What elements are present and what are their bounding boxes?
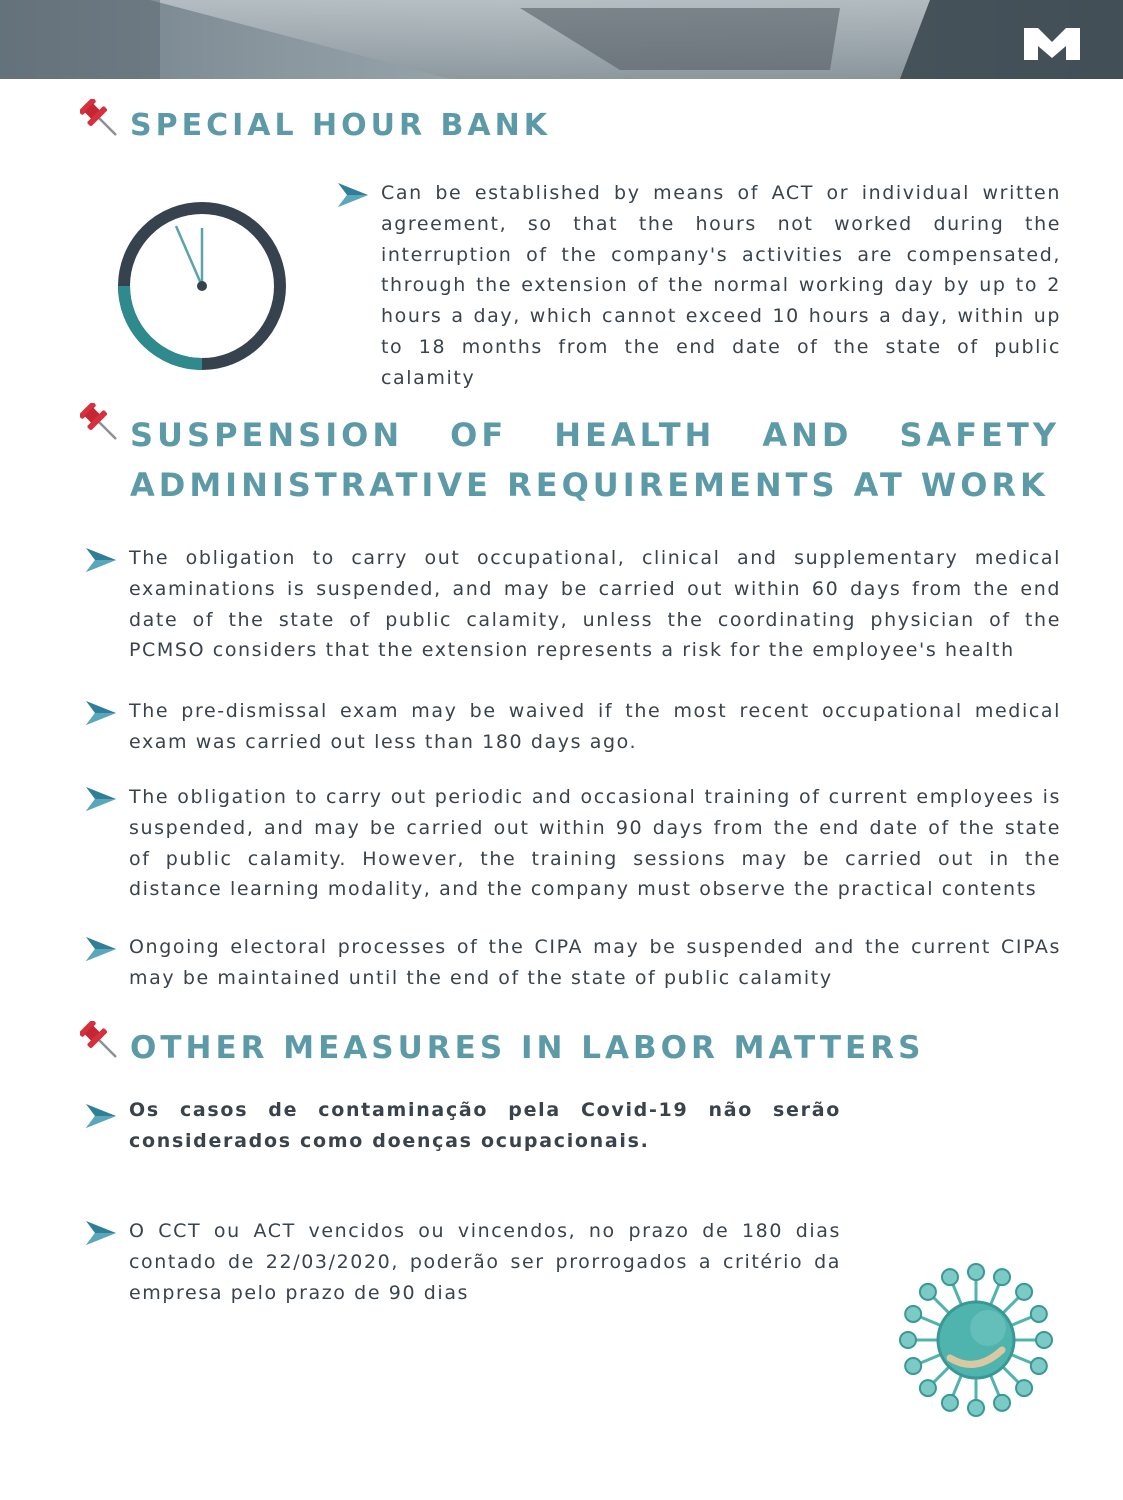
clock-icon (112, 196, 292, 376)
arrow-bullet-icon (86, 1103, 116, 1129)
virus-spike-tip (1016, 1380, 1032, 1396)
virus-spike-tip (968, 1264, 984, 1280)
heading-line-2: ADMINISTRATIVE REQUIREMENTS AT WORK (130, 466, 1049, 504)
arrow-bullet-icon (86, 786, 116, 812)
virus-spike-tip (905, 1358, 921, 1374)
pushpin-icon (80, 99, 118, 137)
virus-spike-tip (994, 1395, 1010, 1411)
heading-line-1: SUSPENSION OF HEALTH AND SAFETY (130, 416, 1060, 454)
virus-spike-tip (900, 1332, 916, 1348)
hour-bank-paragraph: Can be established by means of ACT or individual written agreement, so that the hours not worked during the interruption of the company's activities are compensated, through the extension of the normal working day by up to 2 hours a day, which cannot exceed 10 hours a day, within up to 18 months from the end date of the state of public calamity (381, 182, 1061, 389)
arrow-bullet-icon (86, 547, 116, 573)
virus-spike-tip (1036, 1332, 1052, 1348)
section-heading-hour-bank: SPECIAL HOUR BANK (130, 108, 551, 143)
virus-spike-tip (920, 1284, 936, 1300)
health-item-1: The obligation to carry out occupational, clinical and supplementary medical examinations is suspended, and may be carried out within 60 days from the end date of the state of public calamity, unless the coordinating physician of the PCMSO considers that the extension represents a risk for the employee's health (129, 547, 1061, 662)
virus-spike-tip (1031, 1306, 1047, 1322)
virus-icon (898, 1262, 1054, 1418)
virus-spike-tip (1031, 1358, 1047, 1374)
virus-spike-tip (994, 1269, 1010, 1285)
arrow-bullet-icon (86, 936, 116, 962)
arrow-bullet-icon (86, 700, 116, 726)
pushpin-icon (80, 403, 118, 441)
virus-spike-tip (942, 1269, 958, 1285)
health-item-2: The pre-dismissal exam may be waived if the most recent occupational medical exam was carried out less than 180 days ago. (129, 700, 1061, 753)
virus-spike-tip (920, 1380, 936, 1396)
section-heading-health-safety (130, 410, 1060, 510)
arrow-bullet-icon (86, 1220, 116, 1246)
virus-spike-tip (905, 1306, 921, 1322)
health-item-4: Ongoing electoral processes of the CIPA may be suspended and the current CIPAs may be maintained until the end of the state of public calamity (129, 936, 1061, 989)
health-item-3: The obligation to carry out periodic and occasional training of current employees is suspended, and may be carried out within 90 days from the end date of the state of public calamity. However, the training sessions may be carried out in the distance learning modality, and the company must observe the practical contents (129, 786, 1061, 901)
other-item-1: Os casos de contaminação pela Covid-19 não serão considerados como doenças ocupacionais. (129, 1099, 841, 1152)
other-item-2: O CCT ou ACT vencidos ou vincendos, no prazo de 180 dias contado de 22/03/2020, poderão ser prorrogados a critério da empresa pelo prazo de 90 dias (129, 1220, 841, 1304)
arrow-bullet-icon (338, 182, 368, 208)
virus-spike-tip (942, 1395, 958, 1411)
virus-spike-tip (968, 1400, 984, 1416)
section-heading-other-measures: OTHER MEASURES IN LABOR MATTERS (130, 1030, 925, 1066)
virus-spike-tip (1016, 1284, 1032, 1300)
pushpin-icon (80, 1021, 118, 1059)
laptop-photo (0, 0, 1123, 79)
m-logo-icon (1024, 24, 1080, 60)
header-banner (0, 0, 1123, 79)
